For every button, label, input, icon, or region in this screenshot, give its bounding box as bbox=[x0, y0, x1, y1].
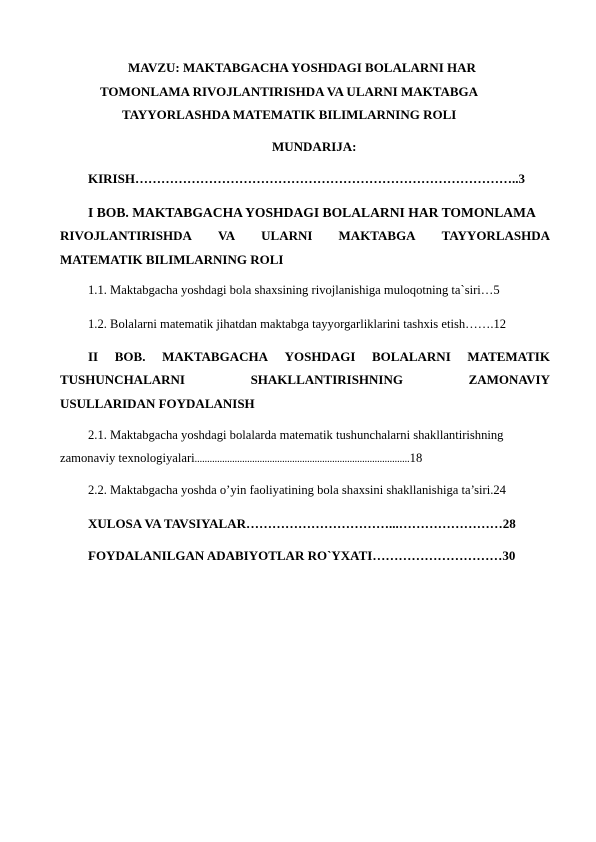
toc-section-1-2: 1.2. Bolalarni matematik jihatdan maktabga tayyorgarliklarini tashxis etish…….12 bbox=[88, 317, 507, 331]
word: TUSHUNCHALARNI bbox=[60, 372, 185, 387]
word: MATEMATIK bbox=[467, 349, 550, 364]
toc-section-2-1-text: zamonaviy texnologiyalari bbox=[60, 451, 195, 465]
toc-section-1-1: 1.1. Maktabgacha yoshdagi bola shaxsining rivojlanishiga muloqotning ta`siri…5 bbox=[88, 283, 500, 297]
toc-chapter1-line1: I BOB. MAKTABGACHA YOSHDAGI BOLALARNI HAR TOMONLAMA bbox=[88, 205, 536, 220]
word: MAKTABGACHA bbox=[162, 349, 268, 364]
toc-section-2-1-line1: 2.1. Maktabgacha yoshdagi bolalarda matematik tushunchalarni shakllantirishning bbox=[88, 428, 504, 442]
toc-chapter2-line2 bbox=[60, 372, 550, 388]
word: SHAKLLANTIRISHNING bbox=[250, 372, 403, 387]
page-number: 18 bbox=[409, 451, 423, 465]
title-line-1: MAVZU: MAKTABGACHA YOSHDAGI BOLALARNI HAR bbox=[128, 60, 476, 75]
toc-chapter2-line1 bbox=[88, 349, 550, 365]
toc-references: FOYDALANILGAN ADABIYOTLAR RO`YXATI…………………………30 bbox=[88, 548, 516, 563]
word: BOB. bbox=[114, 349, 146, 364]
toc-chapter1-line3: MATEMATIK BILIMLARNING ROLI bbox=[60, 252, 284, 267]
word: TAYYORLASHDA bbox=[441, 228, 550, 243]
word: ZAMONAVIY bbox=[468, 372, 550, 387]
leader-dots: ...................................................................................... bbox=[194, 454, 410, 465]
word: BOLALARNI bbox=[372, 349, 451, 364]
word: ULARNI bbox=[261, 228, 313, 243]
word: II bbox=[88, 349, 99, 364]
word: RIVOJLANTIRISHDA bbox=[60, 228, 192, 243]
toc-chapter1-line2 bbox=[60, 228, 550, 244]
toc-conclusion: XULOSA VA TAVSIYALAR……………………………...……………………28 bbox=[88, 516, 516, 531]
title-line-3: TAYYORLASHDA MATEMATIK BILIMLARNING ROLI bbox=[122, 107, 457, 122]
contents-heading: MUNDARIJA: bbox=[272, 139, 357, 154]
word: YOSHDAGI bbox=[284, 349, 356, 364]
word: VA bbox=[218, 228, 236, 243]
toc-intro: KIRISH……………………………………………………………………………..3 bbox=[88, 171, 525, 186]
toc-section-2-2: 2.2. Maktabgacha yoshda o’yin faoliyatining bola shaxsini shakllanishiga ta’siri.24 bbox=[88, 483, 506, 497]
title-line-2: TOMONLAMA RIVOJLANTIRISHDA VA ULARNI MAKTABGA bbox=[100, 84, 478, 99]
toc-chapter2-line3: USULLARIDAN FOYDALANISH bbox=[60, 396, 255, 411]
word: MAKTABGA bbox=[338, 228, 416, 243]
toc-section-2-1-line2 bbox=[60, 451, 422, 466]
